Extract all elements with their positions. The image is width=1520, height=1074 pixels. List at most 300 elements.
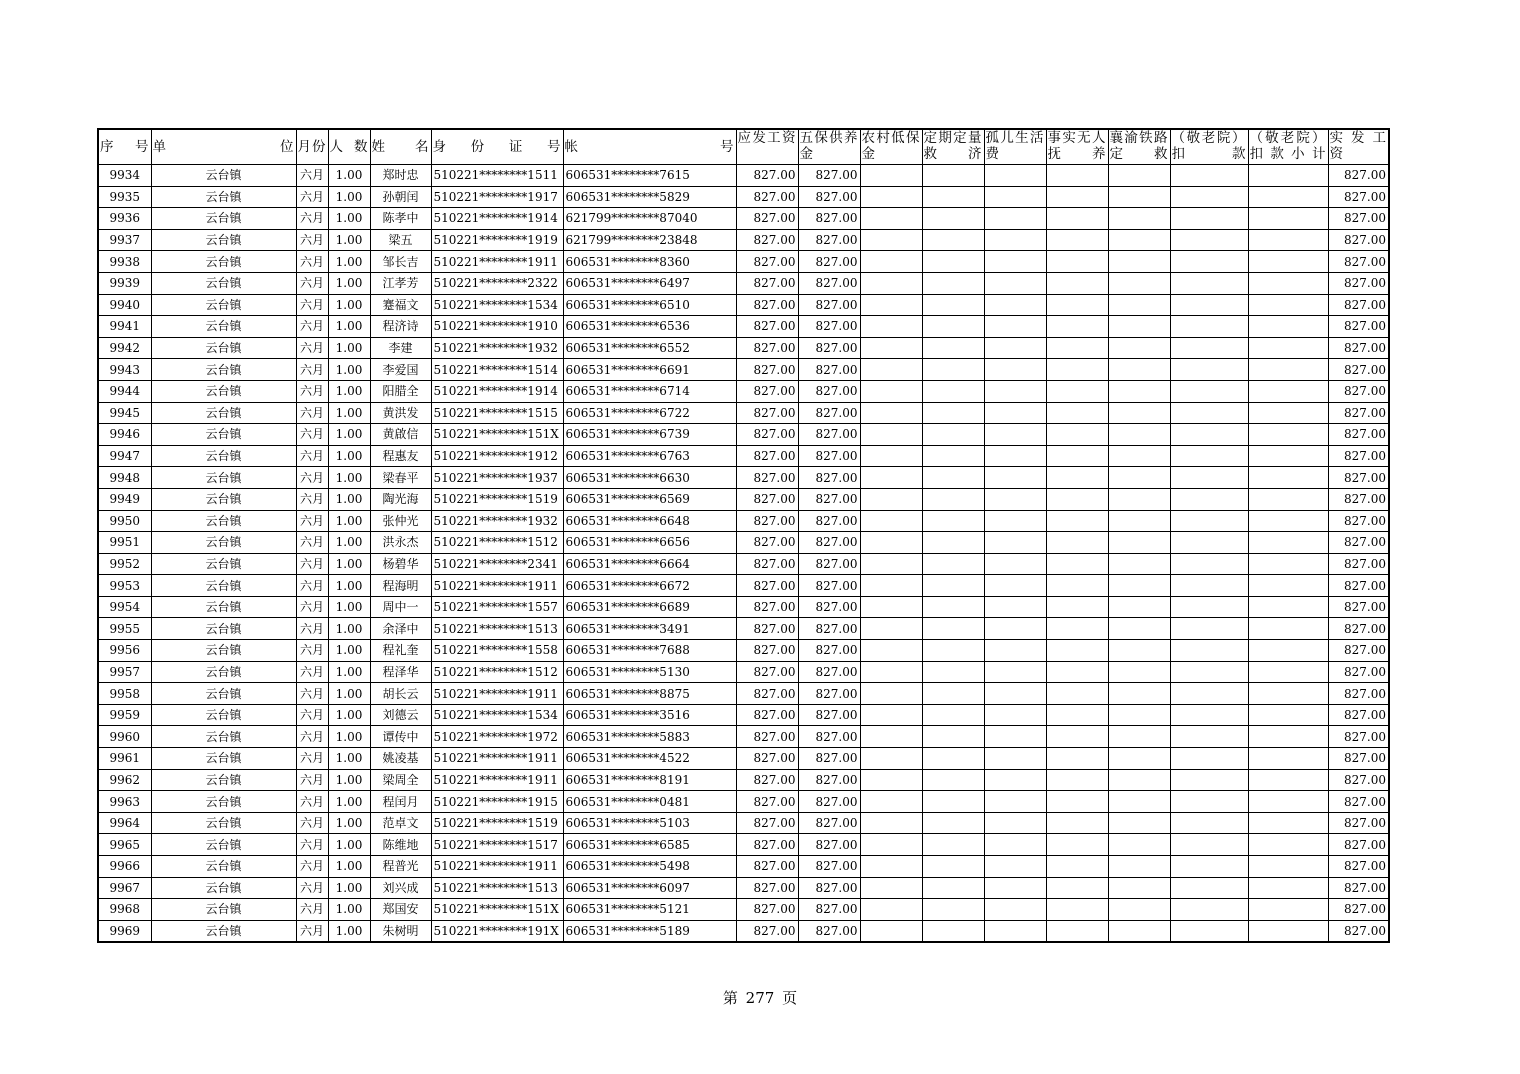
cell-railway xyxy=(1108,272,1170,294)
cell-dibao xyxy=(860,726,922,748)
cell-wubao: 827.00 xyxy=(798,488,860,510)
cell-de-facto xyxy=(1046,402,1108,424)
table-row xyxy=(98,510,1389,532)
cell-name: 陶光海 xyxy=(370,488,431,510)
cell-seq: 9964 xyxy=(98,812,151,834)
cell-railway xyxy=(1108,402,1170,424)
cell-nursing-deduct xyxy=(1170,640,1248,662)
cell-wubao: 827.00 xyxy=(798,532,860,554)
cell-actual: 827.00 xyxy=(1328,899,1389,921)
cell-de-facto xyxy=(1046,380,1108,402)
cell-actual: 827.00 xyxy=(1328,877,1389,899)
cell-month: 六月 xyxy=(296,251,328,273)
cell-nursing-deduct xyxy=(1170,661,1248,683)
cell-de-facto xyxy=(1046,359,1108,381)
cell-orphan xyxy=(984,726,1046,748)
cell-count: 1.00 xyxy=(328,726,370,748)
cell-nursing-subtotal xyxy=(1248,920,1328,942)
cell-unit: 云台镇 xyxy=(151,208,296,230)
cell-orphan xyxy=(984,856,1046,878)
header-count: 人数 xyxy=(328,129,370,165)
cell-name: 程泽华 xyxy=(370,661,431,683)
cell-dibao xyxy=(860,251,922,273)
cell-nursing-subtotal xyxy=(1248,229,1328,251)
cell-railway xyxy=(1108,877,1170,899)
cell-nursing-deduct xyxy=(1170,618,1248,640)
cell-actual: 827.00 xyxy=(1328,640,1389,662)
cell-id-no: 510221********1534 xyxy=(431,704,563,726)
cell-orphan xyxy=(984,618,1046,640)
cell-payable: 827.00 xyxy=(736,467,798,489)
cell-nursing-deduct xyxy=(1170,683,1248,705)
cell-seq: 9940 xyxy=(98,294,151,316)
cell-month: 六月 xyxy=(296,186,328,208)
cell-id-no: 510221********1911 xyxy=(431,769,563,791)
table-row xyxy=(98,294,1389,316)
cell-seq: 9937 xyxy=(98,229,151,251)
cell-seq: 9950 xyxy=(98,510,151,532)
cell-name: 黄洪发 xyxy=(370,402,431,424)
cell-id-no: 510221********1911 xyxy=(431,575,563,597)
cell-nursing-subtotal xyxy=(1248,488,1328,510)
cell-month: 六月 xyxy=(296,683,328,705)
cell-month: 六月 xyxy=(296,596,328,618)
cell-name: 梁春平 xyxy=(370,467,431,489)
cell-count: 1.00 xyxy=(328,748,370,770)
cell-nursing-deduct xyxy=(1170,856,1248,878)
cell-id-no: 510221********1557 xyxy=(431,596,563,618)
cell-dibao xyxy=(860,359,922,381)
cell-de-facto xyxy=(1046,532,1108,554)
cell-unit: 云台镇 xyxy=(151,359,296,381)
cell-wubao: 827.00 xyxy=(798,402,860,424)
cell-railway xyxy=(1108,510,1170,532)
table-row xyxy=(98,380,1389,402)
cell-nursing-subtotal xyxy=(1248,791,1328,813)
cell-fixed-relief xyxy=(922,877,984,899)
header-nursing-deduct: （敬老院）扣款 xyxy=(1170,129,1248,165)
cell-month: 六月 xyxy=(296,380,328,402)
cell-wubao: 827.00 xyxy=(798,208,860,230)
cell-account: 606531********6722 xyxy=(563,402,736,424)
cell-fixed-relief xyxy=(922,488,984,510)
cell-orphan xyxy=(984,424,1046,446)
cell-nursing-subtotal xyxy=(1248,510,1328,532)
cell-payable: 827.00 xyxy=(736,704,798,726)
cell-count: 1.00 xyxy=(328,337,370,359)
cell-de-facto xyxy=(1046,899,1108,921)
cell-orphan xyxy=(984,165,1046,187)
cell-account: 606531********6739 xyxy=(563,424,736,446)
cell-nursing-subtotal xyxy=(1248,769,1328,791)
table-row xyxy=(98,683,1389,705)
cell-id-no: 510221********151X xyxy=(431,899,563,921)
cell-seq: 9968 xyxy=(98,899,151,921)
cell-count: 1.00 xyxy=(328,359,370,381)
cell-railway xyxy=(1108,532,1170,554)
cell-unit: 云台镇 xyxy=(151,251,296,273)
cell-de-facto xyxy=(1046,510,1108,532)
cell-unit: 云台镇 xyxy=(151,704,296,726)
cell-nursing-deduct xyxy=(1170,726,1248,748)
cell-de-facto xyxy=(1046,272,1108,294)
cell-seq: 9936 xyxy=(98,208,151,230)
cell-account: 606531********7615 xyxy=(563,165,736,187)
cell-dibao xyxy=(860,316,922,338)
cell-orphan xyxy=(984,812,1046,834)
cell-account: 606531********5829 xyxy=(563,186,736,208)
cell-name: 蹇福文 xyxy=(370,294,431,316)
cell-seq: 9942 xyxy=(98,337,151,359)
cell-de-facto xyxy=(1046,704,1108,726)
cell-wubao: 827.00 xyxy=(798,337,860,359)
cell-dibao xyxy=(860,791,922,813)
cell-nursing-subtotal xyxy=(1248,726,1328,748)
cell-de-facto xyxy=(1046,208,1108,230)
table-row xyxy=(98,791,1389,813)
cell-wubao: 827.00 xyxy=(798,748,860,770)
cell-count: 1.00 xyxy=(328,553,370,575)
cell-de-facto xyxy=(1046,186,1108,208)
cell-count: 1.00 xyxy=(328,877,370,899)
cell-de-facto xyxy=(1046,683,1108,705)
cell-de-facto xyxy=(1046,661,1108,683)
cell-payable: 827.00 xyxy=(736,575,798,597)
cell-seq: 9965 xyxy=(98,834,151,856)
cell-id-no: 510221********1513 xyxy=(431,618,563,640)
cell-railway xyxy=(1108,380,1170,402)
cell-unit: 云台镇 xyxy=(151,445,296,467)
cell-dibao xyxy=(860,640,922,662)
cell-actual: 827.00 xyxy=(1328,661,1389,683)
cell-month: 六月 xyxy=(296,877,328,899)
cell-wubao: 827.00 xyxy=(798,445,860,467)
cell-fixed-relief xyxy=(922,294,984,316)
cell-nursing-deduct xyxy=(1170,488,1248,510)
cell-id-no: 510221********1915 xyxy=(431,791,563,813)
cell-nursing-deduct xyxy=(1170,791,1248,813)
cell-orphan xyxy=(984,791,1046,813)
cell-id-no: 510221********1972 xyxy=(431,726,563,748)
table-row xyxy=(98,229,1389,251)
cell-account: 606531********6569 xyxy=(563,488,736,510)
cell-account: 606531********6763 xyxy=(563,445,736,467)
cell-actual: 827.00 xyxy=(1328,316,1389,338)
cell-dibao xyxy=(860,748,922,770)
cell-dibao xyxy=(860,575,922,597)
header-unit: 单位 xyxy=(151,129,296,165)
cell-actual: 827.00 xyxy=(1328,856,1389,878)
cell-nursing-deduct xyxy=(1170,467,1248,489)
cell-dibao xyxy=(860,165,922,187)
cell-nursing-deduct xyxy=(1170,402,1248,424)
cell-month: 六月 xyxy=(296,856,328,878)
cell-count: 1.00 xyxy=(328,251,370,273)
cell-seq: 9960 xyxy=(98,726,151,748)
header-seq: 序号 xyxy=(98,129,151,165)
cell-count: 1.00 xyxy=(328,510,370,532)
cell-name: 杨碧华 xyxy=(370,553,431,575)
cell-dibao xyxy=(860,834,922,856)
cell-nursing-subtotal xyxy=(1248,683,1328,705)
cell-railway xyxy=(1108,704,1170,726)
cell-name: 朱树明 xyxy=(370,920,431,942)
cell-payable: 827.00 xyxy=(736,488,798,510)
cell-nursing-subtotal xyxy=(1248,877,1328,899)
cell-railway xyxy=(1108,553,1170,575)
cell-actual: 827.00 xyxy=(1328,424,1389,446)
cell-seq: 9943 xyxy=(98,359,151,381)
cell-nursing-subtotal xyxy=(1248,661,1328,683)
cell-wubao: 827.00 xyxy=(798,791,860,813)
cell-count: 1.00 xyxy=(328,704,370,726)
cell-account: 606531********6714 xyxy=(563,380,736,402)
cell-count: 1.00 xyxy=(328,165,370,187)
cell-name: 谭传中 xyxy=(370,726,431,748)
header-nursing-subtotal: （敬老院）扣款小计 xyxy=(1248,129,1328,165)
cell-fixed-relief xyxy=(922,402,984,424)
table-row xyxy=(98,726,1389,748)
cell-wubao: 827.00 xyxy=(798,272,860,294)
cell-nursing-subtotal xyxy=(1248,467,1328,489)
cell-id-no: 510221********1519 xyxy=(431,812,563,834)
cell-id-no: 510221********1912 xyxy=(431,445,563,467)
cell-count: 1.00 xyxy=(328,812,370,834)
cell-unit: 云台镇 xyxy=(151,748,296,770)
cell-dibao xyxy=(860,856,922,878)
cell-fixed-relief xyxy=(922,856,984,878)
cell-count: 1.00 xyxy=(328,769,370,791)
cell-month: 六月 xyxy=(296,812,328,834)
header-wubao: 五保供养金 xyxy=(798,129,860,165)
cell-de-facto xyxy=(1046,856,1108,878)
cell-name: 程普光 xyxy=(370,856,431,878)
cell-account: 606531********8875 xyxy=(563,683,736,705)
table-row xyxy=(98,553,1389,575)
cell-fixed-relief xyxy=(922,704,984,726)
cell-railway xyxy=(1108,769,1170,791)
cell-account: 606531********6648 xyxy=(563,510,736,532)
cell-orphan xyxy=(984,704,1046,726)
cell-nursing-subtotal xyxy=(1248,899,1328,921)
cell-payable: 827.00 xyxy=(736,251,798,273)
cell-dibao xyxy=(860,683,922,705)
cell-unit: 云台镇 xyxy=(151,618,296,640)
cell-month: 六月 xyxy=(296,661,328,683)
cell-id-no: 510221********1911 xyxy=(431,748,563,770)
table-row xyxy=(98,359,1389,381)
cell-name: 陈维地 xyxy=(370,834,431,856)
cell-unit: 云台镇 xyxy=(151,812,296,834)
cell-dibao xyxy=(860,596,922,618)
cell-name: 程济诗 xyxy=(370,316,431,338)
cell-fixed-relief xyxy=(922,424,984,446)
cell-fixed-relief xyxy=(922,510,984,532)
cell-railway xyxy=(1108,640,1170,662)
cell-orphan xyxy=(984,272,1046,294)
cell-name: 胡长云 xyxy=(370,683,431,705)
cell-actual: 827.00 xyxy=(1328,337,1389,359)
cell-nursing-subtotal xyxy=(1248,640,1328,662)
cell-wubao: 827.00 xyxy=(798,769,860,791)
cell-account: 606531********6672 xyxy=(563,575,736,597)
cell-railway xyxy=(1108,445,1170,467)
cell-nursing-deduct xyxy=(1170,704,1248,726)
cell-unit: 云台镇 xyxy=(151,294,296,316)
cell-account: 606531********0481 xyxy=(563,791,736,813)
cell-count: 1.00 xyxy=(328,186,370,208)
cell-nursing-subtotal xyxy=(1248,294,1328,316)
table-row xyxy=(98,877,1389,899)
cell-fixed-relief xyxy=(922,445,984,467)
cell-unit: 云台镇 xyxy=(151,380,296,402)
cell-count: 1.00 xyxy=(328,596,370,618)
cell-nursing-subtotal xyxy=(1248,251,1328,273)
cell-railway xyxy=(1108,316,1170,338)
cell-fixed-relief xyxy=(922,251,984,273)
cell-name: 刘兴成 xyxy=(370,877,431,899)
cell-account: 606531********8191 xyxy=(563,769,736,791)
cell-month: 六月 xyxy=(296,337,328,359)
cell-railway xyxy=(1108,229,1170,251)
cell-de-facto xyxy=(1046,488,1108,510)
cell-name: 李建 xyxy=(370,337,431,359)
cell-count: 1.00 xyxy=(328,661,370,683)
cell-month: 六月 xyxy=(296,208,328,230)
cell-id-no: 510221********1932 xyxy=(431,510,563,532)
cell-nursing-subtotal xyxy=(1248,704,1328,726)
cell-account: 606531********3516 xyxy=(563,704,736,726)
table-row xyxy=(98,834,1389,856)
cell-name: 程海明 xyxy=(370,575,431,597)
cell-month: 六月 xyxy=(296,294,328,316)
cell-wubao: 827.00 xyxy=(798,424,860,446)
cell-orphan xyxy=(984,877,1046,899)
cell-railway xyxy=(1108,683,1170,705)
cell-month: 六月 xyxy=(296,704,328,726)
cell-month: 六月 xyxy=(296,510,328,532)
cell-dibao xyxy=(860,812,922,834)
cell-id-no: 510221********1932 xyxy=(431,337,563,359)
cell-seq: 9944 xyxy=(98,380,151,402)
cell-wubao: 827.00 xyxy=(798,553,860,575)
cell-wubao: 827.00 xyxy=(798,575,860,597)
cell-payable: 827.00 xyxy=(736,532,798,554)
header-actual: 实发工资 xyxy=(1328,129,1389,165)
cell-dibao xyxy=(860,920,922,942)
cell-fixed-relief xyxy=(922,661,984,683)
cell-id-no: 510221********2322 xyxy=(431,272,563,294)
cell-seq: 9951 xyxy=(98,532,151,554)
cell-unit: 云台镇 xyxy=(151,553,296,575)
cell-nursing-subtotal xyxy=(1248,402,1328,424)
cell-count: 1.00 xyxy=(328,229,370,251)
cell-de-facto xyxy=(1046,726,1108,748)
cell-orphan xyxy=(984,316,1046,338)
cell-nursing-deduct xyxy=(1170,834,1248,856)
cell-wubao: 827.00 xyxy=(798,186,860,208)
cell-payable: 827.00 xyxy=(736,165,798,187)
cell-payable: 827.00 xyxy=(736,337,798,359)
cell-month: 六月 xyxy=(296,899,328,921)
cell-dibao xyxy=(860,618,922,640)
cell-nursing-subtotal xyxy=(1248,272,1328,294)
cell-actual: 827.00 xyxy=(1328,812,1389,834)
cell-count: 1.00 xyxy=(328,316,370,338)
cell-month: 六月 xyxy=(296,920,328,942)
cell-seq: 9947 xyxy=(98,445,151,467)
cell-name: 阳腊全 xyxy=(370,380,431,402)
cell-wubao: 827.00 xyxy=(798,359,860,381)
cell-wubao: 827.00 xyxy=(798,920,860,942)
cell-actual: 827.00 xyxy=(1328,683,1389,705)
cell-de-facto xyxy=(1046,337,1108,359)
cell-nursing-deduct xyxy=(1170,748,1248,770)
cell-dibao xyxy=(860,877,922,899)
cell-seq: 9952 xyxy=(98,553,151,575)
table-row xyxy=(98,596,1389,618)
cell-seq: 9953 xyxy=(98,575,151,597)
cell-orphan xyxy=(984,445,1046,467)
cell-unit: 云台镇 xyxy=(151,165,296,187)
cell-account: 606531********4522 xyxy=(563,748,736,770)
cell-fixed-relief xyxy=(922,812,984,834)
cell-seq: 9939 xyxy=(98,272,151,294)
cell-nursing-deduct xyxy=(1170,337,1248,359)
cell-account: 606531********6585 xyxy=(563,834,736,856)
cell-actual: 827.00 xyxy=(1328,553,1389,575)
cell-railway xyxy=(1108,165,1170,187)
cell-unit: 云台镇 xyxy=(151,575,296,597)
cell-nursing-deduct xyxy=(1170,769,1248,791)
cell-railway xyxy=(1108,467,1170,489)
cell-actual: 827.00 xyxy=(1328,920,1389,942)
cell-fixed-relief xyxy=(922,380,984,402)
cell-count: 1.00 xyxy=(328,640,370,662)
cell-account: 606531********6497 xyxy=(563,272,736,294)
cell-fixed-relief xyxy=(922,834,984,856)
cell-dibao xyxy=(860,424,922,446)
cell-actual: 827.00 xyxy=(1328,380,1389,402)
cell-seq: 9949 xyxy=(98,488,151,510)
cell-fixed-relief xyxy=(922,359,984,381)
header-dibao: 农村低保金 xyxy=(860,129,922,165)
cell-wubao: 827.00 xyxy=(798,380,860,402)
cell-count: 1.00 xyxy=(328,467,370,489)
table-row xyxy=(98,618,1389,640)
cell-month: 六月 xyxy=(296,532,328,554)
cell-actual: 827.00 xyxy=(1328,769,1389,791)
table-row xyxy=(98,186,1389,208)
cell-id-no: 510221********1937 xyxy=(431,467,563,489)
cell-dibao xyxy=(860,899,922,921)
cell-dibao xyxy=(860,769,922,791)
cell-wubao: 827.00 xyxy=(798,877,860,899)
cell-id-no: 510221********1917 xyxy=(431,186,563,208)
cell-count: 1.00 xyxy=(328,791,370,813)
cell-de-facto xyxy=(1046,877,1108,899)
cell-dibao xyxy=(860,186,922,208)
cell-nursing-deduct xyxy=(1170,445,1248,467)
cell-railway xyxy=(1108,208,1170,230)
cell-orphan xyxy=(984,294,1046,316)
cell-unit: 云台镇 xyxy=(151,316,296,338)
cell-orphan xyxy=(984,510,1046,532)
cell-actual: 827.00 xyxy=(1328,704,1389,726)
cell-actual: 827.00 xyxy=(1328,575,1389,597)
cell-month: 六月 xyxy=(296,165,328,187)
cell-id-no: 510221********1534 xyxy=(431,294,563,316)
